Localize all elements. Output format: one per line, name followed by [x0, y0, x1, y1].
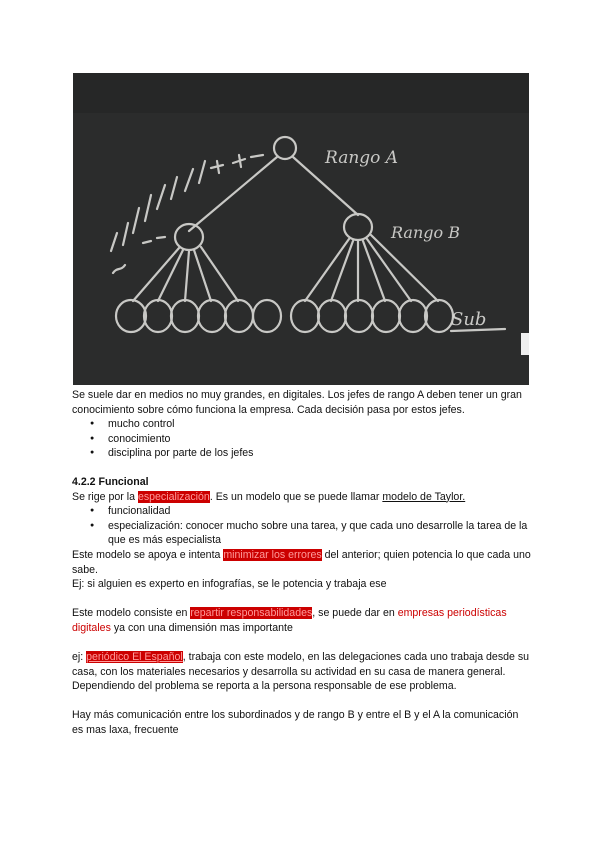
funcional-paragraph-3: Ej: si alguien es experto en infografías, se le potencia y trabaja ese — [72, 578, 387, 591]
label-rango-b: Rango B — [391, 223, 460, 242]
funcional-paragraph-4: Este modelo consiste en repartir responsabilidades, se puede dar en empresas periodísticas digitales ya con una dimensión mas importante — [72, 607, 507, 634]
label-rango-a: Rango A — [325, 148, 399, 168]
funcional-paragraph-6: Hay más comunicación entre los subordinados y de rango B y entre el B y el A la comunicación es mas laxa, frecuente — [72, 709, 519, 737]
funcional-bullet-list — [72, 504, 532, 548]
funcional-paragraph-2: Este modelo se apoya e intenta minimizar los errores del anterior; quien potencia lo que cada uno sabe. — [72, 548, 531, 576]
taylor-model-link: modelo de Taylor. — [382, 490, 466, 503]
highlight-minimizar: minimizar los errores — [223, 548, 322, 561]
highlight-especializacion: especialización — [137, 490, 210, 503]
funcional-paragraph-5: ej: periódico El Español, trabaja con este modelo, en las delegaciones cada uno trabaja desde su casa, con los materiales necesarios y desarrolla su actividad en su casa de manera general. Dependiendo del problema se reporta a la persona responsable de ese problema. — [72, 651, 530, 693]
highlight-repartir: repartir responsabilidades — [190, 607, 313, 620]
highlight-el-espanol: periódico El Español — [86, 651, 183, 664]
red-text-empresas: empresas periodísticas digitales — [72, 607, 507, 634]
chalkboard-diagram — [73, 73, 529, 385]
label-sub: Sub — [451, 309, 487, 330]
section-heading: 4.2.2 Funcional — [72, 475, 149, 488]
chalkboard-photo — [73, 73, 529, 385]
list-item: ● disciplina por parte de los jefes — [72, 446, 532, 461]
list-item: ● funcionalidad — [72, 504, 532, 519]
intro-bullet-list — [72, 417, 532, 461]
list-item: ● mucho control — [72, 417, 532, 432]
list-item: ● conocimiento — [72, 432, 532, 447]
funcional-paragraph-1: Se rige por la especialización. Es un modelo que se puede llamar modelo de Taylor. — [72, 490, 466, 503]
list-item: ● especialización: conocer mucho sobre una tarea, y que cada uno desarrolle la tarea de la que es más especialista — [72, 519, 532, 548]
document-body — [72, 388, 532, 738]
intro-paragraph: Se suele dar en medios no muy grandes, en digitales. Los jefes de rango A deben tener un gran conocimiento sobre cómo funciona la empresa. Cada decisión pasa por estos jefes. — [72, 389, 522, 416]
